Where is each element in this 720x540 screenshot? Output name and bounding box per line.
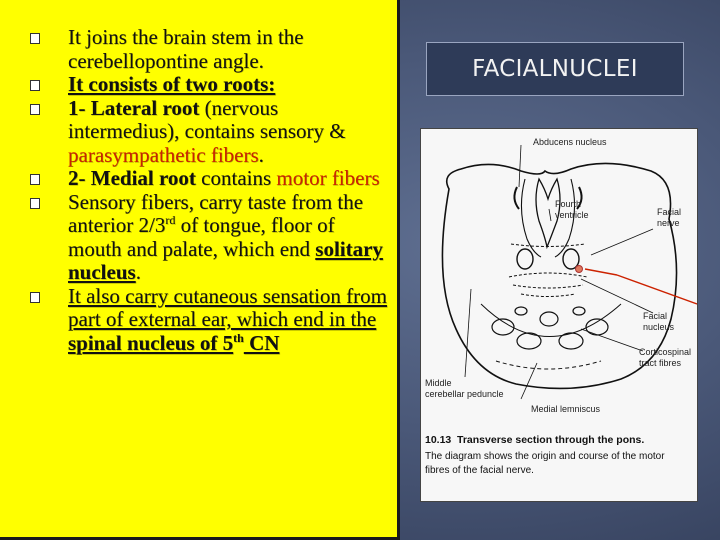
pons-basilar-curve xyxy=(481,304,621,337)
label-abducens: Abducens nucleus xyxy=(533,137,607,147)
superscript: rd xyxy=(165,213,176,227)
pons-figure xyxy=(420,128,698,502)
bullet-item xyxy=(30,191,390,285)
spinal-nucleus-term: spinal nucleus of 5 xyxy=(68,330,234,355)
bullet-box-icon xyxy=(30,292,40,303)
leader-lines xyxy=(465,145,653,399)
red-highlight: motor fibers xyxy=(276,166,380,190)
superscript: th xyxy=(233,330,244,345)
bullet-item xyxy=(30,97,390,168)
label-corticospinal-1: Corticospinal xyxy=(639,347,692,357)
bullet-box-icon xyxy=(30,198,40,209)
bullet-text: . xyxy=(258,142,264,167)
bullet-item xyxy=(30,167,390,191)
lateral-root-label: 1- Lateral root xyxy=(68,95,200,120)
bullet-box-icon xyxy=(30,104,40,115)
facial-nucleus-left xyxy=(517,249,533,269)
bullet-text: It joins the brain stem in the cerebellopontine angle. xyxy=(68,25,304,73)
bullet-box-icon xyxy=(30,80,40,91)
bullet-text: . xyxy=(135,260,141,284)
label-fourth-2: ventricle xyxy=(555,210,589,220)
red-highlight: parasympathetic fibers xyxy=(68,142,259,167)
solitary-nucleus-term: solitary nucleus xyxy=(68,236,383,284)
bullet-text: Sensory fibers, carry taste from the anterior 2/3 xyxy=(68,189,364,237)
medial-lemniscus-line xyxy=(496,361,601,369)
slide-title-box xyxy=(426,42,684,96)
label-facial-nerve-1: Facial xyxy=(657,207,682,217)
facial-nerve-pointer xyxy=(617,275,697,304)
label-facial-nerve-2: nerve xyxy=(657,218,680,228)
facial-nerve-pointer xyxy=(585,269,617,275)
bullet-item xyxy=(30,285,390,356)
pons-diagram xyxy=(421,129,697,501)
bullet-item xyxy=(30,26,390,73)
bullet-text: It consists of two roots: xyxy=(68,72,276,96)
label-facial-nucleus-2: nucleus xyxy=(643,322,675,332)
bullet-text: It also carry cutaneous sensation from part of external ear, which end in the xyxy=(68,283,387,331)
bullet-item xyxy=(30,73,390,97)
label-middle-2: cerebellar peduncle xyxy=(425,389,504,399)
label-corticospinal-2: tract fibres xyxy=(639,358,682,368)
caption-title: Transverse section through the pons. xyxy=(457,434,645,446)
medial-root-label: 2- Medial root xyxy=(68,166,196,190)
corticospinal-tracts xyxy=(492,307,608,349)
bullet-box-icon xyxy=(30,174,40,185)
bullet-text: contains xyxy=(195,166,277,190)
label-lemniscus: Medial lemniscus xyxy=(531,404,601,414)
caption-line-3: fibres of the facial nerve. xyxy=(425,465,534,476)
label-fourth-1: Fourth xyxy=(555,199,582,209)
label-facial-nucleus-1: Facial xyxy=(643,311,668,321)
bullet-text: CN xyxy=(243,330,280,355)
slide-title: FACIALNUCLEI xyxy=(472,56,638,82)
bullet-text: (nervous intermedius), contains sensory & xyxy=(68,95,346,143)
facial-nerve-marker xyxy=(576,266,583,273)
abducens-nucleus xyxy=(514,187,519,209)
bullet-box-icon xyxy=(30,33,40,44)
caption-line-2: The diagram shows the origin and course of the motor xyxy=(425,451,665,462)
bullet-text: of tongue, floor of mouth and palate, which end xyxy=(68,213,335,261)
caption-fig-number: 10.13 xyxy=(425,434,452,446)
bullet-list xyxy=(30,26,390,355)
label-middle-1: Middle xyxy=(425,378,452,388)
